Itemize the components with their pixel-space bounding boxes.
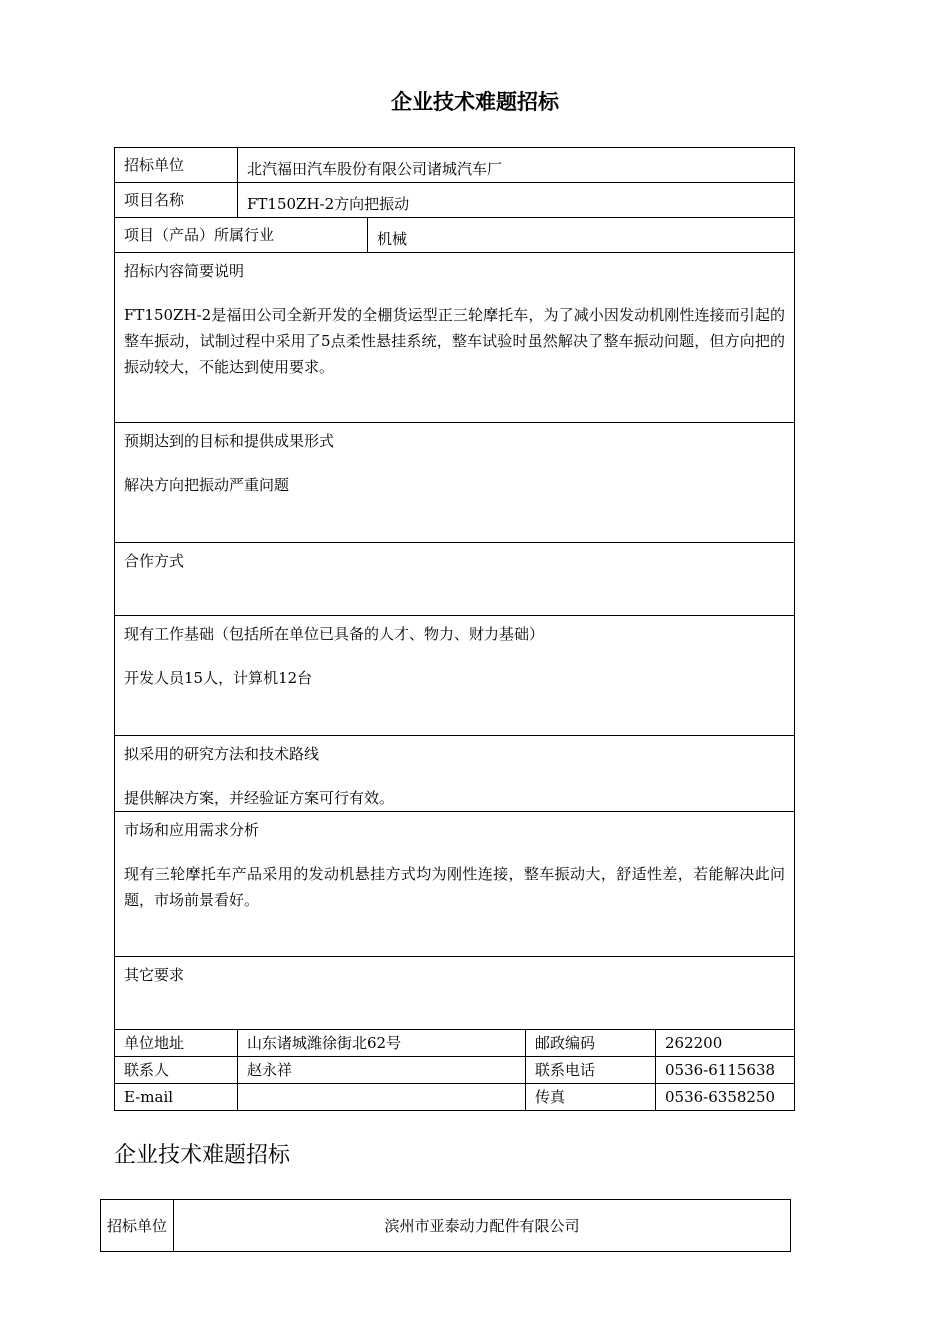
page-title: 企业技术难题招标 bbox=[391, 89, 559, 114]
market-label: 市场和应用需求分析 bbox=[124, 821, 260, 839]
goal-text: 解决方向把振动严重问题 bbox=[124, 476, 290, 494]
market-row bbox=[115, 812, 795, 957]
method-text: 提供解决方案，并经验证方案可行有效。 bbox=[124, 789, 395, 807]
project-row bbox=[115, 183, 795, 218]
email-value bbox=[238, 1084, 526, 1111]
second-bidder-label: 招标单位 bbox=[101, 1200, 174, 1252]
contact-row bbox=[115, 1057, 795, 1084]
summary-cell bbox=[115, 253, 795, 423]
bidder-label: 招标单位 bbox=[115, 148, 238, 183]
postcode-value: 262200 bbox=[656, 1030, 795, 1057]
summary-row bbox=[115, 253, 795, 423]
bidder-value: 北汽福田汽车股份有限公司诸城汽车厂 bbox=[238, 148, 795, 183]
address-label: 单位地址 bbox=[115, 1030, 238, 1057]
fax-value: 0536-6358250 bbox=[656, 1084, 795, 1111]
other-row bbox=[115, 957, 795, 1030]
fax-label: 传真 bbox=[526, 1084, 656, 1111]
address-row bbox=[115, 1030, 795, 1057]
market-cell bbox=[115, 812, 795, 957]
method-row bbox=[115, 736, 795, 812]
basis-text: 开发人员15人，计算机12台 bbox=[124, 669, 313, 687]
other-label: 其它要求 bbox=[124, 966, 185, 984]
bidder-row bbox=[115, 148, 795, 183]
goal-label: 预期达到的目标和提供成果形式 bbox=[124, 432, 335, 450]
method-label: 拟采用的研究方法和技术路线 bbox=[124, 745, 320, 763]
basis-label: 现有工作基础（包括所在单位已具备的人才、物力、财力基础） bbox=[124, 625, 545, 643]
postcode-label: 邮政编码 bbox=[526, 1030, 656, 1057]
basis-row bbox=[115, 616, 795, 736]
method-cell bbox=[115, 736, 795, 812]
project-value: FT150ZH-2方向把振动 bbox=[238, 183, 795, 218]
summary-label: 招标内容简要说明 bbox=[124, 262, 245, 280]
industry-value: 机械 bbox=[368, 218, 795, 253]
email-label: E-mail bbox=[115, 1084, 238, 1111]
phone-value: 0536-6115638 bbox=[656, 1057, 795, 1084]
second-page-title: 企业技术难题招标 bbox=[114, 1143, 291, 1168]
contact-label: 联系人 bbox=[115, 1057, 238, 1084]
basis-cell bbox=[115, 616, 795, 736]
address-value: 山东诸城潍徐街北62号 bbox=[238, 1030, 526, 1057]
summary-text: FT150ZH-2是福田公司全新开发的全棚货运型正三轮摩托车，为了减小因发动机刚性连接而引起的整车振动，试制过程中采用了5点柔性悬挂系统，整车试验时虽然解决了整车振动问题，但方向把的振动较大，不能达到使用要求。 bbox=[124, 306, 786, 376]
goal-cell bbox=[115, 423, 795, 543]
market-text: 现有三轮摩托车产品采用的发动机悬挂方式均为刚性连接，整车振动大，舒适性差，若能解决此问题，市场前景看好。 bbox=[124, 865, 786, 909]
contact-value: 赵永祥 bbox=[238, 1057, 526, 1084]
goal-row bbox=[115, 423, 795, 543]
coop-row bbox=[115, 543, 795, 616]
coop-label: 合作方式 bbox=[124, 552, 185, 570]
second-tender-table bbox=[100, 1199, 791, 1252]
coop-cell bbox=[115, 543, 795, 616]
email-row bbox=[115, 1084, 795, 1111]
phone-label: 联系电话 bbox=[526, 1057, 656, 1084]
other-cell bbox=[115, 957, 795, 1030]
project-label: 项目名称 bbox=[115, 183, 238, 218]
industry-row bbox=[115, 218, 795, 253]
tender-form-table bbox=[114, 147, 795, 1111]
second-bidder-row bbox=[101, 1200, 791, 1252]
industry-label: 项目（产品）所属行业 bbox=[115, 218, 368, 253]
second-bidder-value: 滨州市亚泰动力配件有限公司 bbox=[174, 1200, 791, 1252]
